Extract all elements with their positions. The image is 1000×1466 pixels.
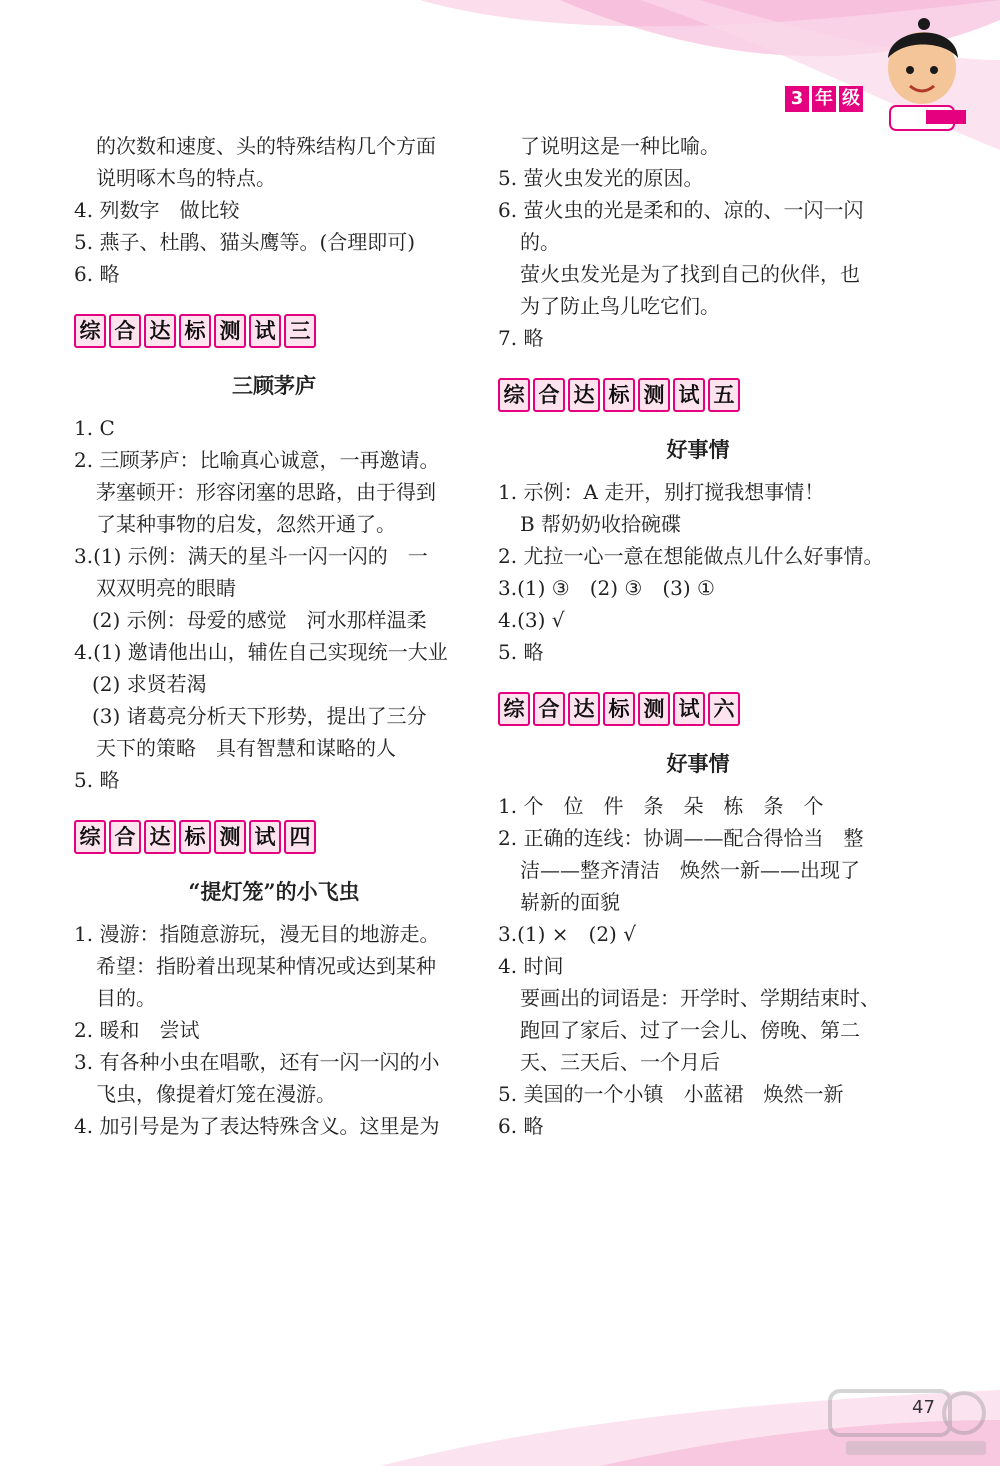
answer-line: 萤火虫发光是为了找到自己的伙伴，也 — [520, 262, 860, 286]
answer-line: (2) 求贤若渴 — [92, 672, 207, 696]
answer-line: 6. 略 — [74, 262, 120, 286]
pink-swoosh-top — [0, 0, 1000, 150]
answer-line: (3) 诸葛亮分析天下形势，提出了三分 — [92, 704, 427, 728]
answer-line: 4.(3) √ — [498, 608, 565, 632]
answer-line: 双双明亮的眼睛 — [96, 576, 236, 600]
heading-char: 合 — [109, 314, 141, 348]
answer-line: 要画出的词语是：开学时、学期结束时、 — [520, 986, 880, 1010]
answer-line: 2. 暖和 尝试 — [74, 1018, 200, 1042]
answer-line: 4. 列数字 做比较 — [74, 198, 240, 222]
answer-line: 3.(1) 示例：满天的星斗一闪一闪的 一 — [74, 544, 428, 568]
heading-char: 标 — [179, 820, 211, 854]
answer-line: 4. 加引号是为了表达特殊含义。这里是为 — [74, 1114, 440, 1138]
answer-line: 5. 萤火虫发光的原因。 — [498, 166, 704, 190]
answer-line: 1. 示例：A 走开，别打搅我想事情！ — [498, 480, 825, 504]
answer-line: 4.(1) 邀请他出山，辅佐自己实现统一大业 — [74, 640, 448, 664]
heading-char: 综 — [498, 378, 530, 412]
answer-line: 5. 燕子、杜鹃、猫头鹰等。(合理即可) — [74, 230, 416, 254]
answer-line: 天、三天后、一个月后 — [520, 1050, 720, 1074]
heading-char: 综 — [498, 692, 530, 726]
answer-line: 5. 略 — [498, 640, 544, 664]
right-column — [498, 130, 898, 1142]
answer-line: 2. 正确的连线：协调——配合得恰当 整 — [498, 826, 864, 850]
answer-line: 了说明这是一种比喻。 — [520, 134, 720, 158]
heading-char: 合 — [109, 820, 141, 854]
heading-char: 合 — [533, 378, 565, 412]
heading-char: 达 — [144, 820, 176, 854]
heading-char: 合 — [533, 692, 565, 726]
answer-line: 4. 时间 — [498, 954, 564, 978]
heading-char: 四 — [284, 820, 316, 854]
answer-line: 了某种事物的启发，忽然开通了。 — [96, 512, 396, 536]
answer-line: 为了防止鸟儿吃它们。 — [520, 294, 720, 318]
answer-line: 2. 三顾茅庐：比喻真心诚意，一再邀请。 — [74, 448, 440, 472]
grade-badge-char: 年 — [812, 86, 836, 112]
heading-char: 三 — [284, 314, 316, 348]
article-title: 好事情 — [666, 437, 730, 462]
heading-char: 六 — [708, 692, 740, 726]
heading-char: 测 — [214, 820, 246, 854]
article-title: 三顾茅庐 — [232, 373, 316, 398]
answer-line: 6. 略 — [498, 1114, 544, 1138]
answer-line: 5. 略 — [74, 768, 120, 792]
page-number: 47 — [912, 1397, 935, 1418]
answer-line: 3.(1) ③ (2) ③ (3) ① — [498, 576, 715, 600]
heading-char: 试 — [673, 378, 705, 412]
grade-badge-char: 级 — [839, 86, 863, 112]
answer-line: 1. C — [74, 416, 115, 440]
heading-char: 达 — [568, 378, 600, 412]
article-title: “提灯笼”的小飞虫 — [188, 879, 360, 904]
answer-line: 飞虫，像提着灯笼在漫游。 — [96, 1082, 336, 1106]
answer-line: 的次数和速度、头的特殊结构几个方面 — [96, 134, 436, 158]
answer-line: 洁——整齐清洁 焕然一新——出现了 — [520, 858, 860, 882]
grade-badge-char: 3 — [785, 86, 809, 112]
grade-badge — [785, 86, 863, 112]
heading-char: 测 — [214, 314, 246, 348]
answer-line: 崭新的面貌 — [520, 890, 620, 914]
answer-line: 天下的策略 具有智慧和谋略的人 — [96, 736, 396, 760]
left-column — [74, 130, 474, 1142]
answer-line: 的。 — [520, 230, 560, 254]
answer-line: 1. 个 位 件 条 朵 栋 条 个 — [498, 794, 824, 818]
heading-char: 测 — [638, 692, 670, 726]
answer-line: 跑回了家后、过了一会儿、傍晚、第二 — [520, 1018, 860, 1042]
heading-char: 试 — [673, 692, 705, 726]
answer-line: 3.(1) × (2) √ — [498, 922, 636, 946]
answer-line: 说明啄木鸟的特点。 — [96, 166, 276, 190]
heading-char: 测 — [638, 378, 670, 412]
heading-char: 综 — [74, 314, 106, 348]
watermark-stamp-icon — [826, 1385, 990, 1461]
answer-line: 3. 有各种小虫在唱歌，还有一闪一闪的小 — [74, 1050, 440, 1074]
heading-char: 试 — [249, 820, 281, 854]
section-heading-test3 — [74, 314, 474, 348]
answer-line: 茅塞顿开：形容闭塞的思路，由于得到 — [96, 480, 436, 504]
section-heading-test6 — [498, 692, 898, 726]
heading-char: 达 — [568, 692, 600, 726]
answer-line: 1. 漫游：指随意游玩，漫无目的地游走。 — [74, 922, 440, 946]
answer-line: 希望：指盼着出现某种情况或达到某种 — [96, 954, 436, 978]
heading-char: 达 — [144, 314, 176, 348]
heading-char: 标 — [603, 378, 635, 412]
heading-char: 标 — [603, 692, 635, 726]
answer-line: 5. 美国的一个小镇 小蓝裙 焕然一新 — [498, 1082, 844, 1106]
section-heading-test4 — [74, 820, 474, 854]
answer-line: 目的。 — [96, 986, 156, 1010]
heading-char: 试 — [249, 314, 281, 348]
answer-line: B 帮奶奶收拾碗碟 — [520, 512, 682, 536]
article-title: 好事情 — [666, 751, 730, 776]
heading-char: 五 — [708, 378, 740, 412]
section-heading-test5 — [498, 378, 898, 412]
answer-line: 2. 尤拉一心一意在想能做点儿什么好事情。 — [498, 544, 884, 568]
answer-line: 6. 萤火虫的光是柔和的、凉的、一闪一闪 — [498, 198, 864, 222]
heading-char: 标 — [179, 314, 211, 348]
heading-char: 综 — [74, 820, 106, 854]
answer-line: 7. 略 — [498, 326, 544, 350]
answer-line: (2) 示例：母爱的感觉 河水那样温柔 — [92, 608, 427, 632]
cartoon-kid-icon — [876, 18, 976, 136]
